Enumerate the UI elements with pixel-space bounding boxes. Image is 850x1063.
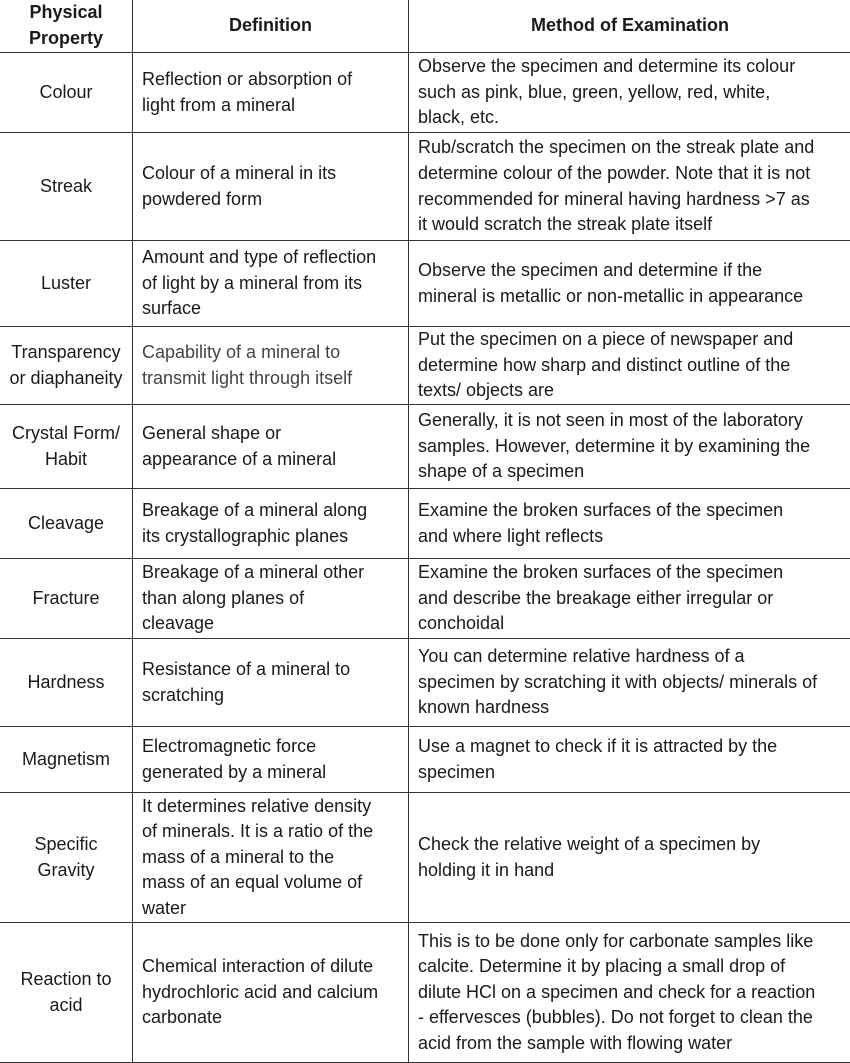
cell-line: known hardness	[418, 695, 850, 721]
definition-cell	[133, 327, 409, 405]
method-cell	[409, 489, 850, 559]
table-row	[0, 923, 850, 1063]
property-cell	[0, 639, 133, 727]
cell-line: Fracture	[0, 586, 132, 612]
cell-line: - effervesces (bubbles). Do not forget to clean the	[418, 1005, 850, 1031]
cell-line: calcite. Determine it by placing a small drop of	[418, 954, 850, 980]
table-row	[0, 327, 850, 405]
table-row	[0, 727, 850, 793]
definition-cell	[133, 559, 409, 639]
cell-line: surface	[142, 296, 408, 322]
header-line: Physical	[0, 0, 132, 26]
table-row	[0, 241, 850, 327]
cell-line: such as pink, blue, green, yellow, red, white,	[418, 80, 850, 106]
header-line: Property	[0, 26, 132, 52]
cell-line: Rub/scratch the specimen on the streak plate and	[418, 135, 850, 161]
method-cell	[409, 559, 850, 639]
method-cell	[409, 53, 850, 133]
cell-line: samples. However, determine it by examining the	[418, 434, 850, 460]
cell-line: and where light reflects	[418, 524, 850, 550]
method-cell	[409, 133, 850, 241]
cell-line: mass of an equal volume of	[142, 870, 408, 896]
property-cell	[0, 559, 133, 639]
method-cell	[409, 727, 850, 793]
cell-line: recommended for mineral having hardness >7 as	[418, 187, 850, 213]
definition-cell	[133, 793, 409, 923]
cell-line: carbonate	[142, 1005, 408, 1031]
cell-line: powdered form	[142, 187, 408, 213]
cell-line: it would scratch the streak plate itself	[418, 212, 850, 238]
cell-line: water	[142, 896, 408, 922]
cell-line: Generally, it is not seen in most of the laboratory	[418, 408, 850, 434]
definition-cell	[133, 639, 409, 727]
property-cell	[0, 727, 133, 793]
table-row	[0, 489, 850, 559]
definition-cell	[133, 923, 409, 1063]
cell-line: General shape or	[142, 421, 408, 447]
cell-line: and describe the breakage either irregular or	[418, 586, 850, 612]
property-cell	[0, 133, 133, 241]
property-cell	[0, 489, 133, 559]
method-cell	[409, 793, 850, 923]
cell-line: Put the specimen on a piece of newspaper and	[418, 327, 850, 353]
cell-line: transmit light through itself	[142, 366, 408, 392]
property-cell	[0, 327, 133, 405]
cell-line: This is to be done only for carbonate samples like	[418, 929, 850, 955]
cell-line: black, etc.	[418, 105, 850, 131]
cell-line: You can determine relative hardness of a	[418, 644, 850, 670]
cell-line: Amount and type of reflection	[142, 245, 408, 271]
table-row	[0, 793, 850, 923]
cell-line: of light by a mineral from its	[142, 271, 408, 297]
property-cell	[0, 53, 133, 133]
cell-line: Resistance of a mineral to	[142, 657, 408, 683]
cell-line: texts/ objects are	[418, 378, 850, 404]
cell-line: Use a magnet to check if it is attracted by the	[418, 734, 850, 760]
header-definition: Definition	[133, 0, 409, 53]
definition-cell	[133, 241, 409, 327]
cell-line: cleavage	[142, 611, 408, 637]
cell-line: determine colour of the powder. Note that it is not	[418, 161, 850, 187]
method-cell	[409, 405, 850, 489]
method-cell	[409, 639, 850, 727]
method-cell	[409, 923, 850, 1063]
definition-cell	[133, 133, 409, 241]
method-cell	[409, 241, 850, 327]
cell-line: hydrochloric acid and calcium	[142, 980, 408, 1006]
table-row	[0, 559, 850, 639]
cell-line: Breakage of a mineral other	[142, 560, 408, 586]
cell-line: Colour of a mineral in its	[142, 161, 408, 187]
cell-line: than along planes of	[142, 586, 408, 612]
table-row	[0, 53, 850, 133]
cell-line: acid from the sample with flowing water	[418, 1031, 850, 1057]
cell-line: Observe the specimen and determine its colour	[418, 54, 850, 80]
cell-line: specimen by scratching it with objects/ minerals of	[418, 670, 850, 696]
cell-line: acid	[0, 993, 132, 1019]
definition-cell	[133, 405, 409, 489]
cell-line: Magnetism	[0, 747, 132, 773]
cell-line: Specific	[0, 832, 132, 858]
cell-line: holding it in hand	[418, 858, 850, 884]
cell-line: Examine the broken surfaces of the specimen	[418, 498, 850, 524]
cell-line: of minerals. It is a ratio of the	[142, 819, 408, 845]
cell-line: mass of a mineral to the	[142, 845, 408, 871]
cell-line: Hardness	[0, 670, 132, 696]
cell-line: shape of a specimen	[418, 459, 850, 485]
cell-line: scratching	[142, 683, 408, 709]
definition-cell	[133, 489, 409, 559]
cell-line: its crystallographic planes	[142, 524, 408, 550]
cell-line: dilute HCl on a specimen and check for a reaction	[418, 980, 850, 1006]
cell-line: Gravity	[0, 858, 132, 884]
cell-line: light from a mineral	[142, 93, 408, 119]
cell-line: appearance of a mineral	[142, 447, 408, 473]
cell-line: Streak	[0, 174, 132, 200]
cell-line: Chemical interaction of dilute	[142, 954, 408, 980]
cell-line: conchoidal	[418, 611, 850, 637]
property-cell	[0, 793, 133, 923]
cell-line: specimen	[418, 760, 850, 786]
cell-line: Observe the specimen and determine if the	[418, 258, 850, 284]
cell-line: Capability of a mineral to	[142, 340, 408, 366]
cell-line: Crystal Form/	[0, 421, 132, 447]
cell-line: It determines relative density	[142, 794, 408, 820]
table-row	[0, 639, 850, 727]
property-cell	[0, 923, 133, 1063]
header-method: Method of Examination	[409, 0, 850, 53]
cell-line: Luster	[0, 271, 132, 297]
definition-cell	[133, 727, 409, 793]
cell-line: Habit	[0, 447, 132, 473]
cell-line: Reflection or absorption of	[142, 67, 408, 93]
table-row	[0, 133, 850, 241]
cell-line: mineral is metallic or non-metallic in appearance	[418, 284, 850, 310]
cell-line: generated by a mineral	[142, 760, 408, 786]
cell-line: Breakage of a mineral along	[142, 498, 408, 524]
property-cell	[0, 405, 133, 489]
header-physical-property	[0, 0, 133, 53]
cell-line: determine how sharp and distinct outline of the	[418, 353, 850, 379]
definition-cell	[133, 53, 409, 133]
cell-line: or diaphaneity	[0, 366, 132, 392]
header-row	[0, 0, 850, 53]
method-cell	[409, 327, 850, 405]
table-row	[0, 405, 850, 489]
property-cell	[0, 241, 133, 327]
cell-line: Reaction to	[0, 967, 132, 993]
cell-line: Transparency	[0, 340, 132, 366]
cell-line: Check the relative weight of a specimen by	[418, 832, 850, 858]
cell-line: Electromagnetic force	[142, 734, 408, 760]
cell-line: Examine the broken surfaces of the specimen	[418, 560, 850, 586]
cell-line: Cleavage	[0, 511, 132, 537]
cell-line: Colour	[0, 80, 132, 106]
